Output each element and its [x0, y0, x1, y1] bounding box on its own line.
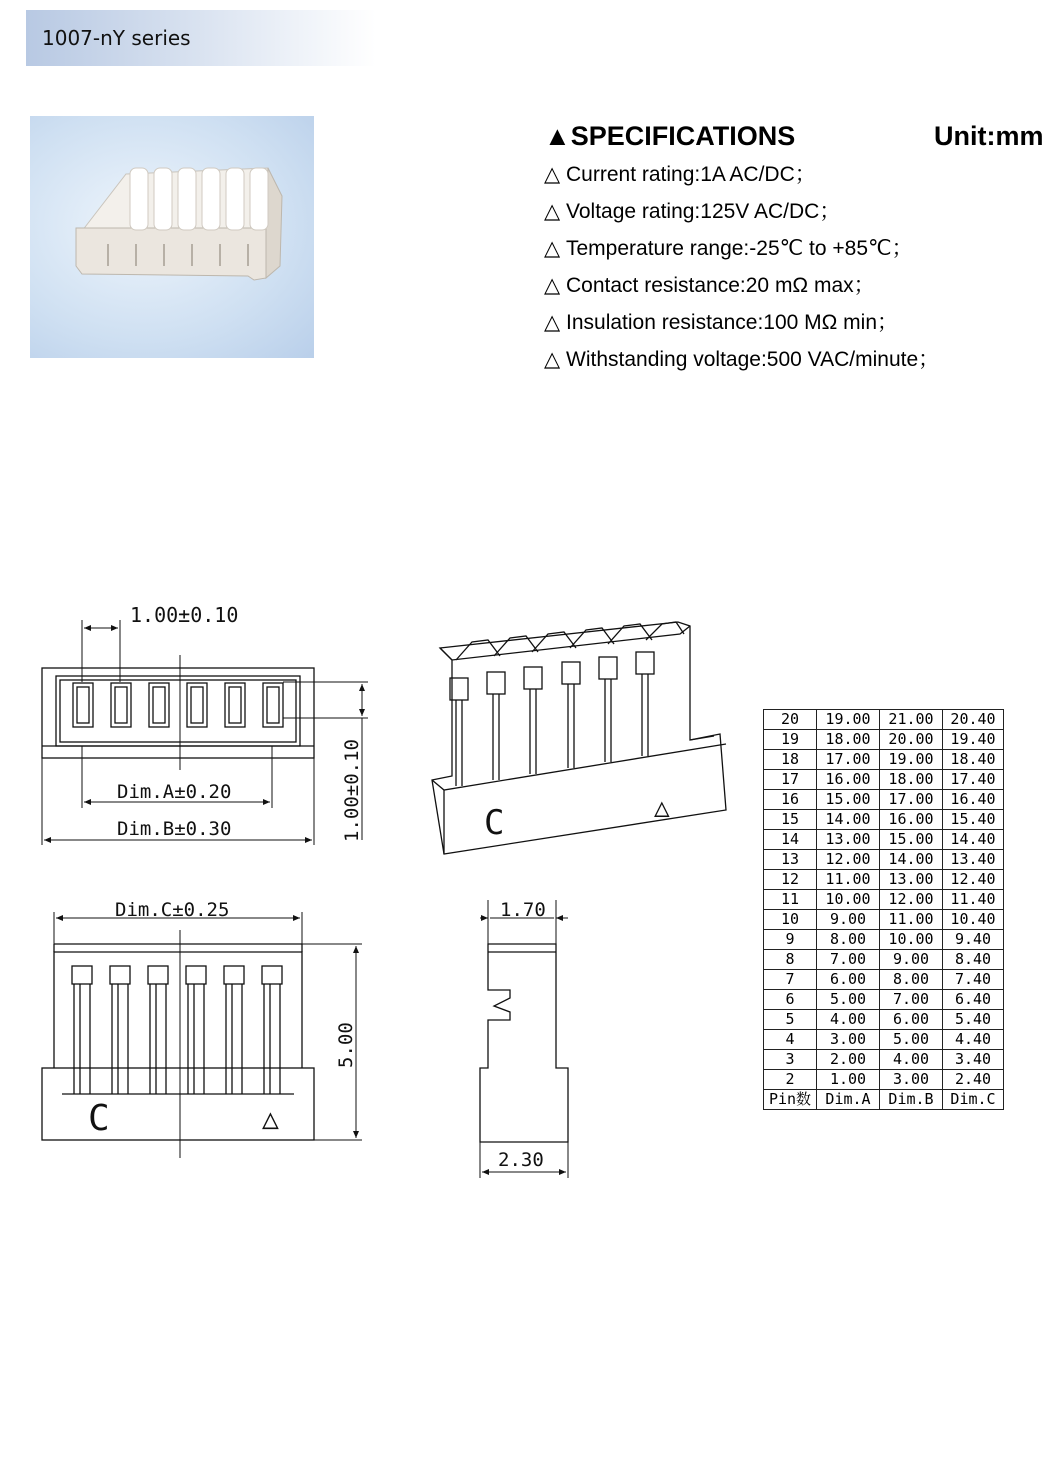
- table-cell: 2.00: [817, 1050, 880, 1070]
- table-cell: 9.00: [880, 950, 943, 970]
- table-row: [764, 790, 1004, 810]
- table-cell: 10: [764, 910, 817, 930]
- table-cell: 3: [764, 1050, 817, 1070]
- spec-list: [544, 158, 1054, 380]
- side-view-drawing: [480, 900, 568, 1178]
- front-marking-triangle: △: [262, 1102, 279, 1135]
- spec-item: △ Insulation resistance:100 MΩ min；: [544, 311, 899, 334]
- table-row: [764, 1010, 1004, 1030]
- table-cell: 7.00: [817, 950, 880, 970]
- spec-item: △ Voltage rating:125V AC/DC；: [544, 200, 841, 223]
- table-cell: 6.00: [817, 970, 880, 990]
- dim-b-label: Dim.B±0.30: [117, 818, 232, 840]
- table-cell: 15: [764, 810, 817, 830]
- top-view-drawing: [42, 620, 368, 845]
- table-row: [764, 1050, 1004, 1070]
- iso-marking-triangle: △: [654, 793, 670, 823]
- side-bottom-label: 2.30: [498, 1149, 544, 1171]
- series-banner: [26, 10, 376, 66]
- table-row: [764, 1030, 1004, 1050]
- table-cell: 10.00: [880, 930, 943, 950]
- table-cell: 17.00: [817, 750, 880, 770]
- series-title: 1007-nY series: [42, 26, 191, 50]
- connector-photo-illustration: [30, 116, 314, 358]
- table-cell: 8.00: [817, 930, 880, 950]
- table-cell: 19.40: [943, 730, 1004, 750]
- table-cell: 15.40: [943, 810, 1004, 830]
- table-row: [764, 890, 1004, 910]
- table-cell: 17.40: [943, 770, 1004, 790]
- table-cell: 16.00: [817, 770, 880, 790]
- table-row: [764, 1070, 1004, 1090]
- table-cell: 6.40: [943, 990, 1004, 1010]
- table-cell: 16.40: [943, 790, 1004, 810]
- pin-dimension-table: [763, 709, 1004, 1110]
- table-cell: Pin数: [764, 1090, 817, 1110]
- table-cell: 12.00: [880, 890, 943, 910]
- table-cell: 18.40: [943, 750, 1004, 770]
- table-cell: 16: [764, 790, 817, 810]
- spec-item: △ Contact resistance:20 mΩ max；: [544, 274, 875, 297]
- table-cell: 14.00: [817, 810, 880, 830]
- table-cell: 2.40: [943, 1070, 1004, 1090]
- table-cell: 15.00: [880, 830, 943, 850]
- table-cell: 3.40: [943, 1050, 1004, 1070]
- spec-item: △ Temperature range:-25℃ to +85℃；: [544, 237, 913, 260]
- table-cell: 13.00: [880, 870, 943, 890]
- table-cell: 2: [764, 1070, 817, 1090]
- table-cell: 12.00: [817, 850, 880, 870]
- triangle-icon: △: [544, 311, 561, 334]
- table-cell: 5.00: [880, 1030, 943, 1050]
- table-cell: 5: [764, 1010, 817, 1030]
- table-cell: 11.40: [943, 890, 1004, 910]
- table-cell: 12: [764, 870, 817, 890]
- table-row: [764, 870, 1004, 890]
- pitch-label: 1.00±0.10: [130, 603, 239, 627]
- table-row: [764, 910, 1004, 930]
- height-top-label: 1.00±0.10: [341, 739, 363, 842]
- table-cell: 7: [764, 970, 817, 990]
- table-cell: 10.40: [943, 910, 1004, 930]
- dim-a-label: Dim.A±0.20: [117, 781, 232, 803]
- table-cell: 18: [764, 750, 817, 770]
- table-cell: 15.00: [817, 790, 880, 810]
- pin-table-body: [764, 710, 1004, 1110]
- triangle-icon: △: [544, 163, 561, 186]
- table-cell: 9.40: [943, 930, 1004, 950]
- spec-item: △ Current rating:1A AC/DC；: [544, 163, 816, 186]
- table-cell: 7.40: [943, 970, 1004, 990]
- triangle-icon: △: [544, 348, 561, 371]
- table-cell: 6: [764, 990, 817, 1010]
- product-photo: [30, 116, 314, 358]
- table-row: [764, 810, 1004, 830]
- table-cell: 19: [764, 730, 817, 750]
- table-row: [764, 850, 1004, 870]
- specifications: [544, 118, 1054, 380]
- table-cell: 9: [764, 930, 817, 950]
- table-cell: 20.40: [943, 710, 1004, 730]
- table-cell: 8.40: [943, 950, 1004, 970]
- table-cell: 1.00: [817, 1070, 880, 1090]
- table-cell: 14.00: [880, 850, 943, 870]
- table-cell: 20: [764, 710, 817, 730]
- table-cell: 20.00: [880, 730, 943, 750]
- table-cell: 19.00: [880, 750, 943, 770]
- table-cell: 4.00: [880, 1050, 943, 1070]
- height-front-label: 5.00: [335, 1022, 357, 1068]
- triangle-icon: △: [544, 274, 561, 297]
- table-cell: 9.00: [817, 910, 880, 930]
- table-row: [764, 970, 1004, 990]
- table-cell: 5.40: [943, 1010, 1004, 1030]
- table-row: [764, 950, 1004, 970]
- table-cell: 3.00: [817, 1030, 880, 1050]
- table-cell: 13: [764, 850, 817, 870]
- front-marking-c: C: [88, 1098, 110, 1139]
- table-row: [764, 750, 1004, 770]
- spec-heading: ▲SPECIFICATIONS: [544, 121, 796, 151]
- iso-marking-c: C: [484, 803, 505, 843]
- table-cell: 10.00: [817, 890, 880, 910]
- table-cell: 8: [764, 950, 817, 970]
- table-cell: 6.00: [880, 1010, 943, 1030]
- table-row: [764, 710, 1004, 730]
- table-row: [764, 830, 1004, 850]
- table-cell: 14.40: [943, 830, 1004, 850]
- table-cell: 19.00: [817, 710, 880, 730]
- unit-label: Unit:mm: [934, 121, 1044, 151]
- table-cell: 11: [764, 890, 817, 910]
- isometric-view-drawing: [432, 622, 726, 854]
- spec-heading-row: [544, 118, 1054, 158]
- table-cell: 11.00: [880, 910, 943, 930]
- table-row: [764, 730, 1004, 750]
- table-cell: 13.00: [817, 830, 880, 850]
- table-row: [764, 930, 1004, 950]
- table-cell: 21.00: [880, 710, 943, 730]
- table-cell: 13.40: [943, 850, 1004, 870]
- table-cell: 18.00: [817, 730, 880, 750]
- table-cell: Dim.A: [817, 1090, 880, 1110]
- table-cell: 12.40: [943, 870, 1004, 890]
- table-cell: 18.00: [880, 770, 943, 790]
- dim-c-label: Dim.C±0.25: [115, 899, 230, 921]
- table-cell: 17.00: [880, 790, 943, 810]
- table-cell: 4: [764, 1030, 817, 1050]
- table-cell: 5.00: [817, 990, 880, 1010]
- table-cell: 3.00: [880, 1070, 943, 1090]
- table-cell: 16.00: [880, 810, 943, 830]
- table-cell: 17: [764, 770, 817, 790]
- table-cell: 11.00: [817, 870, 880, 890]
- table-cell: 8.00: [880, 970, 943, 990]
- table-row: [764, 770, 1004, 790]
- table-header-row: [764, 1090, 1004, 1110]
- side-top-label: 1.70: [500, 899, 546, 921]
- table-cell: 4.00: [817, 1010, 880, 1030]
- spec-item: △ Withstanding voltage:500 VAC/minute；: [544, 348, 940, 371]
- table-cell: Dim.B: [880, 1090, 943, 1110]
- table-cell: 4.40: [943, 1030, 1004, 1050]
- table-cell: 7.00: [880, 990, 943, 1010]
- table-row: [764, 990, 1004, 1010]
- table-cell: 14: [764, 830, 817, 850]
- triangle-icon: △: [544, 237, 561, 260]
- table-cell: Dim.C: [943, 1090, 1004, 1110]
- triangle-icon: △: [544, 200, 561, 223]
